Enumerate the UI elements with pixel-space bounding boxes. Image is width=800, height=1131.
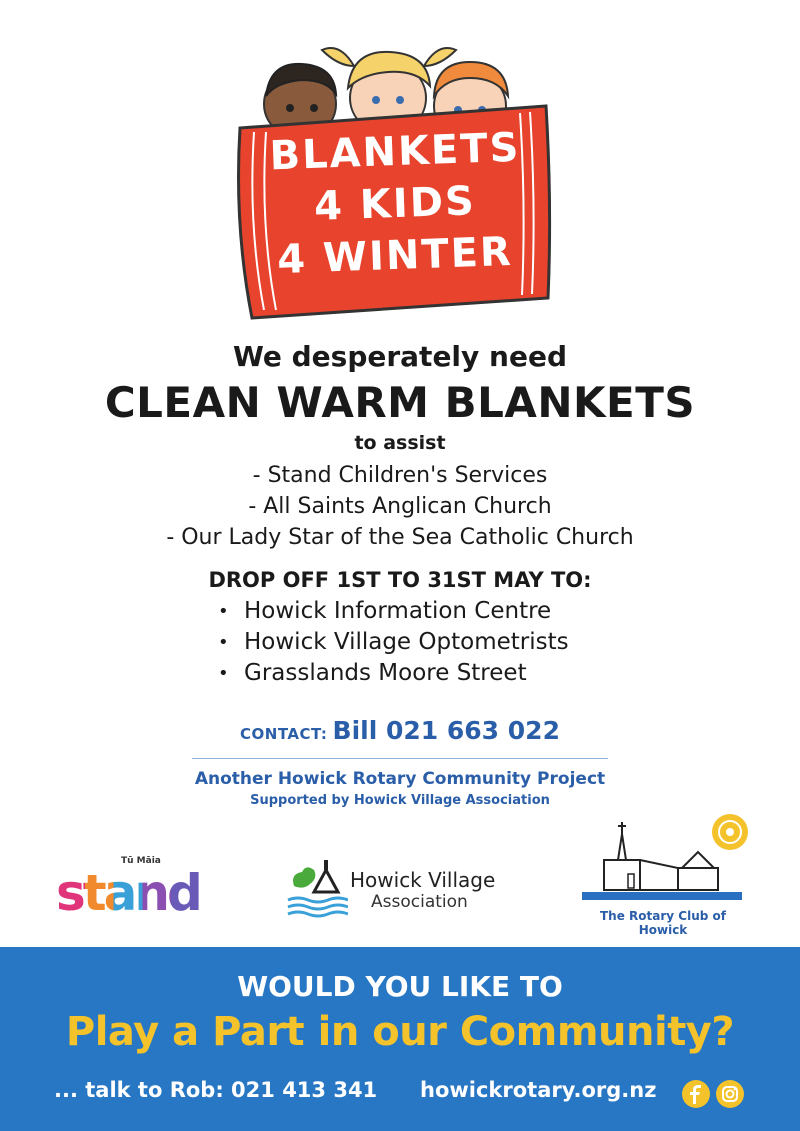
bullet-icon: • — [218, 601, 229, 622]
footer-contact[interactable]: ... talk to Rob: 021 413 341 — [54, 1078, 378, 1102]
banner-line-2: 4 KIDS — [313, 178, 477, 230]
banner-line-1: BLANKETS — [268, 124, 522, 180]
location-label: Howick Information Centre — [244, 598, 552, 624]
list-item: - Stand Children's Services — [252, 463, 548, 488]
contact-line — [0, 716, 800, 745]
hva-name: Howick Village — [350, 868, 496, 892]
assist-label: to assist — [354, 432, 446, 454]
stand-logo — [56, 856, 200, 922]
beneficiary-list — [0, 460, 800, 553]
supported-line: Supported by Howick Village Association — [250, 793, 550, 808]
stand-tagline: Tū Māia — [121, 856, 161, 866]
banner-line-3: 4 WINTER — [276, 228, 514, 284]
hva-subtitle: Association — [371, 892, 468, 912]
location-label: Grasslands Moore Street — [244, 660, 527, 686]
howick-village-association-logo — [284, 856, 514, 920]
footer-tagline: Play a Part in our Community? — [65, 1009, 735, 1055]
bullet-icon: • — [218, 663, 229, 684]
rotary-caption: The Rotary Club of Howick — [600, 909, 726, 937]
facebook-icon[interactable] — [682, 1080, 710, 1108]
website-link[interactable]: howickrotary.org.nz — [420, 1078, 657, 1102]
stand-wordmark: stand — [56, 864, 200, 922]
appeal-headline: CLEAN WARM BLANKETS — [104, 378, 696, 427]
drop-off-locations — [218, 596, 569, 689]
instagram-icon[interactable] — [716, 1080, 744, 1108]
drop-off-heading: DROP OFF 1ST TO 31ST MAY TO: — [208, 568, 592, 592]
footer-question: WOULD YOU LIKE TO — [237, 970, 563, 1003]
hva-emblem-icon — [284, 856, 348, 920]
campaign-logo — [230, 36, 560, 326]
contact-label: CONTACT: — [240, 725, 328, 743]
list-item — [218, 596, 569, 627]
list-item: - Our Lady Star of the Sea Catholic Church — [166, 525, 634, 550]
divider — [192, 758, 608, 759]
appeal-intro: We desperately need — [233, 340, 567, 373]
church-and-rotary-wheel-icon — [578, 808, 758, 908]
list-item — [218, 658, 569, 689]
bullet-icon: • — [218, 632, 229, 653]
rotary-club-logo — [578, 808, 758, 937]
footer-banner — [0, 947, 800, 1131]
location-label: Howick Village Optometrists — [244, 629, 569, 655]
list-item: - All Saints Anglican Church — [248, 494, 552, 519]
project-line: Another Howick Rotary Community Project — [194, 769, 606, 789]
list-item — [218, 627, 569, 658]
contact-phone[interactable]: Bill 021 663 022 — [332, 716, 560, 745]
